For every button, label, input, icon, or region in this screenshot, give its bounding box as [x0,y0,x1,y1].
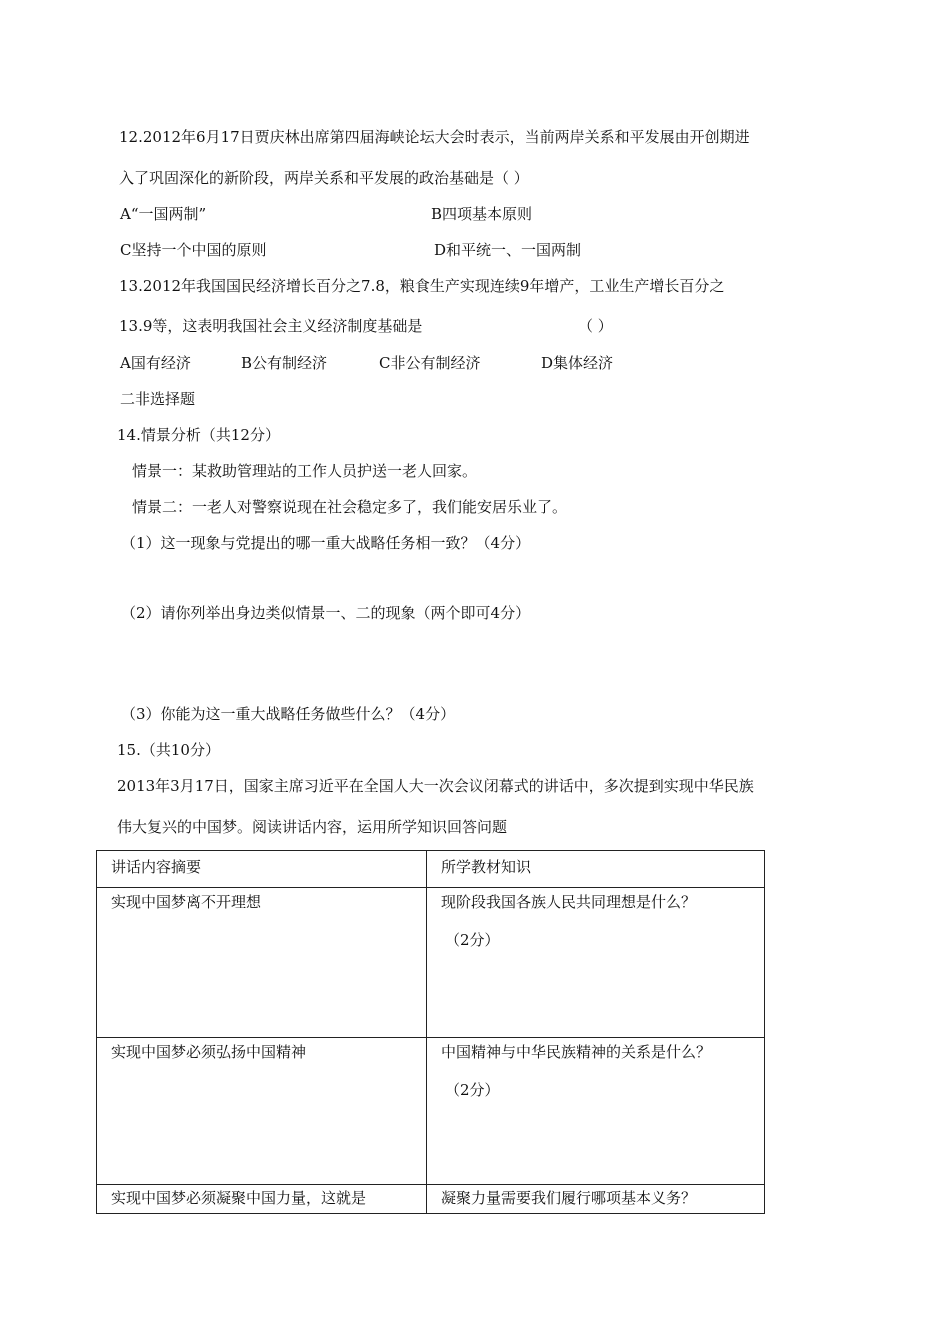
table-cell [427,888,765,1038]
q14-sub1: （1）这一现象与党提出的哪一重大战略任务相一致？（4分） [121,534,531,552]
table-row [97,1038,765,1185]
q14-scene2: 情景二：一老人对警察说现在社会稳定多了，我们能安居乐业了。 [132,498,568,516]
q14-title: 14.情景分析（共12分） [117,426,280,444]
q12-line2: 入了巩固深化的新阶段，两岸关系和平发展的政治基础是（ ） [119,169,529,187]
q15-title: 15.（共10分） [117,741,220,759]
table-cell [97,888,427,1038]
q13-line2: 13.9等，这表明我国社会主义经济制度基础是 [119,317,423,335]
table-row [97,1185,765,1214]
table-cell [427,1185,765,1214]
q14-sub2: （2）请你列举出身边类似情景一、二的现象（两个即可4分） [121,604,531,622]
q12-option-a: A“一国两制” [120,205,207,223]
q14-scene1: 情景一：某救助管理站的工作人员护送一老人回家。 [132,462,478,480]
q13-option-b: B公有制经济 [241,354,328,372]
table-header-cell [97,851,427,888]
score-label: （2分） [445,931,500,949]
q12-option-d: D和平统一、一国两制 [434,241,582,259]
table-header-cell [427,851,765,888]
q13-option-d: D集体经济 [541,354,614,372]
q13-option-c: C非公有制经济 [379,354,481,372]
q12-option-c: C坚持一个中国的原则 [120,241,267,259]
q14-sub3: （3）你能为这一重大战略任务做些什么？（4分） [121,705,456,723]
section2-title: 二非选择题 [120,390,196,408]
speech-summary: 实现中国梦离不开理想 [111,893,262,911]
score-label: （2分） [445,1081,500,1099]
table-cell [427,1038,765,1185]
table-header-row [97,851,765,888]
table-cell [97,1038,427,1185]
textbook-question: 中国精神与中华民族精神的关系是什么？ [441,1043,712,1061]
q15-summary-table [96,850,765,1214]
table-header-left: 讲话内容摘要 [111,858,202,876]
table-row [97,888,765,1038]
textbook-question: 凝聚力量需要我们履行哪项基本义务？ [441,1189,697,1207]
speech-summary: 实现中国梦必须弘扬中国精神 [111,1043,307,1061]
q15-intro-line2: 伟大复兴的中国梦。阅读讲话内容，运用所学知识回答问题 [117,818,508,836]
table-header-right: 所学教材知识 [441,858,532,876]
q15-intro-line1: 2013年3月17日，国家主席习近平在全国人大一次会议闭幕式的讲话中，多次提到实现中华民族 [117,777,754,795]
textbook-question: 现阶段我国各族人民共同理想是什么？ [441,893,697,911]
q12-line1: 12.2012年6月17日贾庆林出席第四届海峡论坛大会时表示，当前两岸关系和平发展由开创期进 [119,128,750,146]
q13-line1: 13.2012年我国国民经济增长百分之7.8，粮食生产实现连续9年增产，工业生产增长百分之 [119,277,725,295]
table-cell [97,1185,427,1214]
q12-option-b: B四项基本原则 [431,205,533,223]
q13-option-a: A国有经济 [120,354,191,372]
speech-summary: 实现中国梦必须凝聚中国力量，这就是 [111,1189,367,1207]
q13-answer-paren: （ ） [578,317,613,335]
